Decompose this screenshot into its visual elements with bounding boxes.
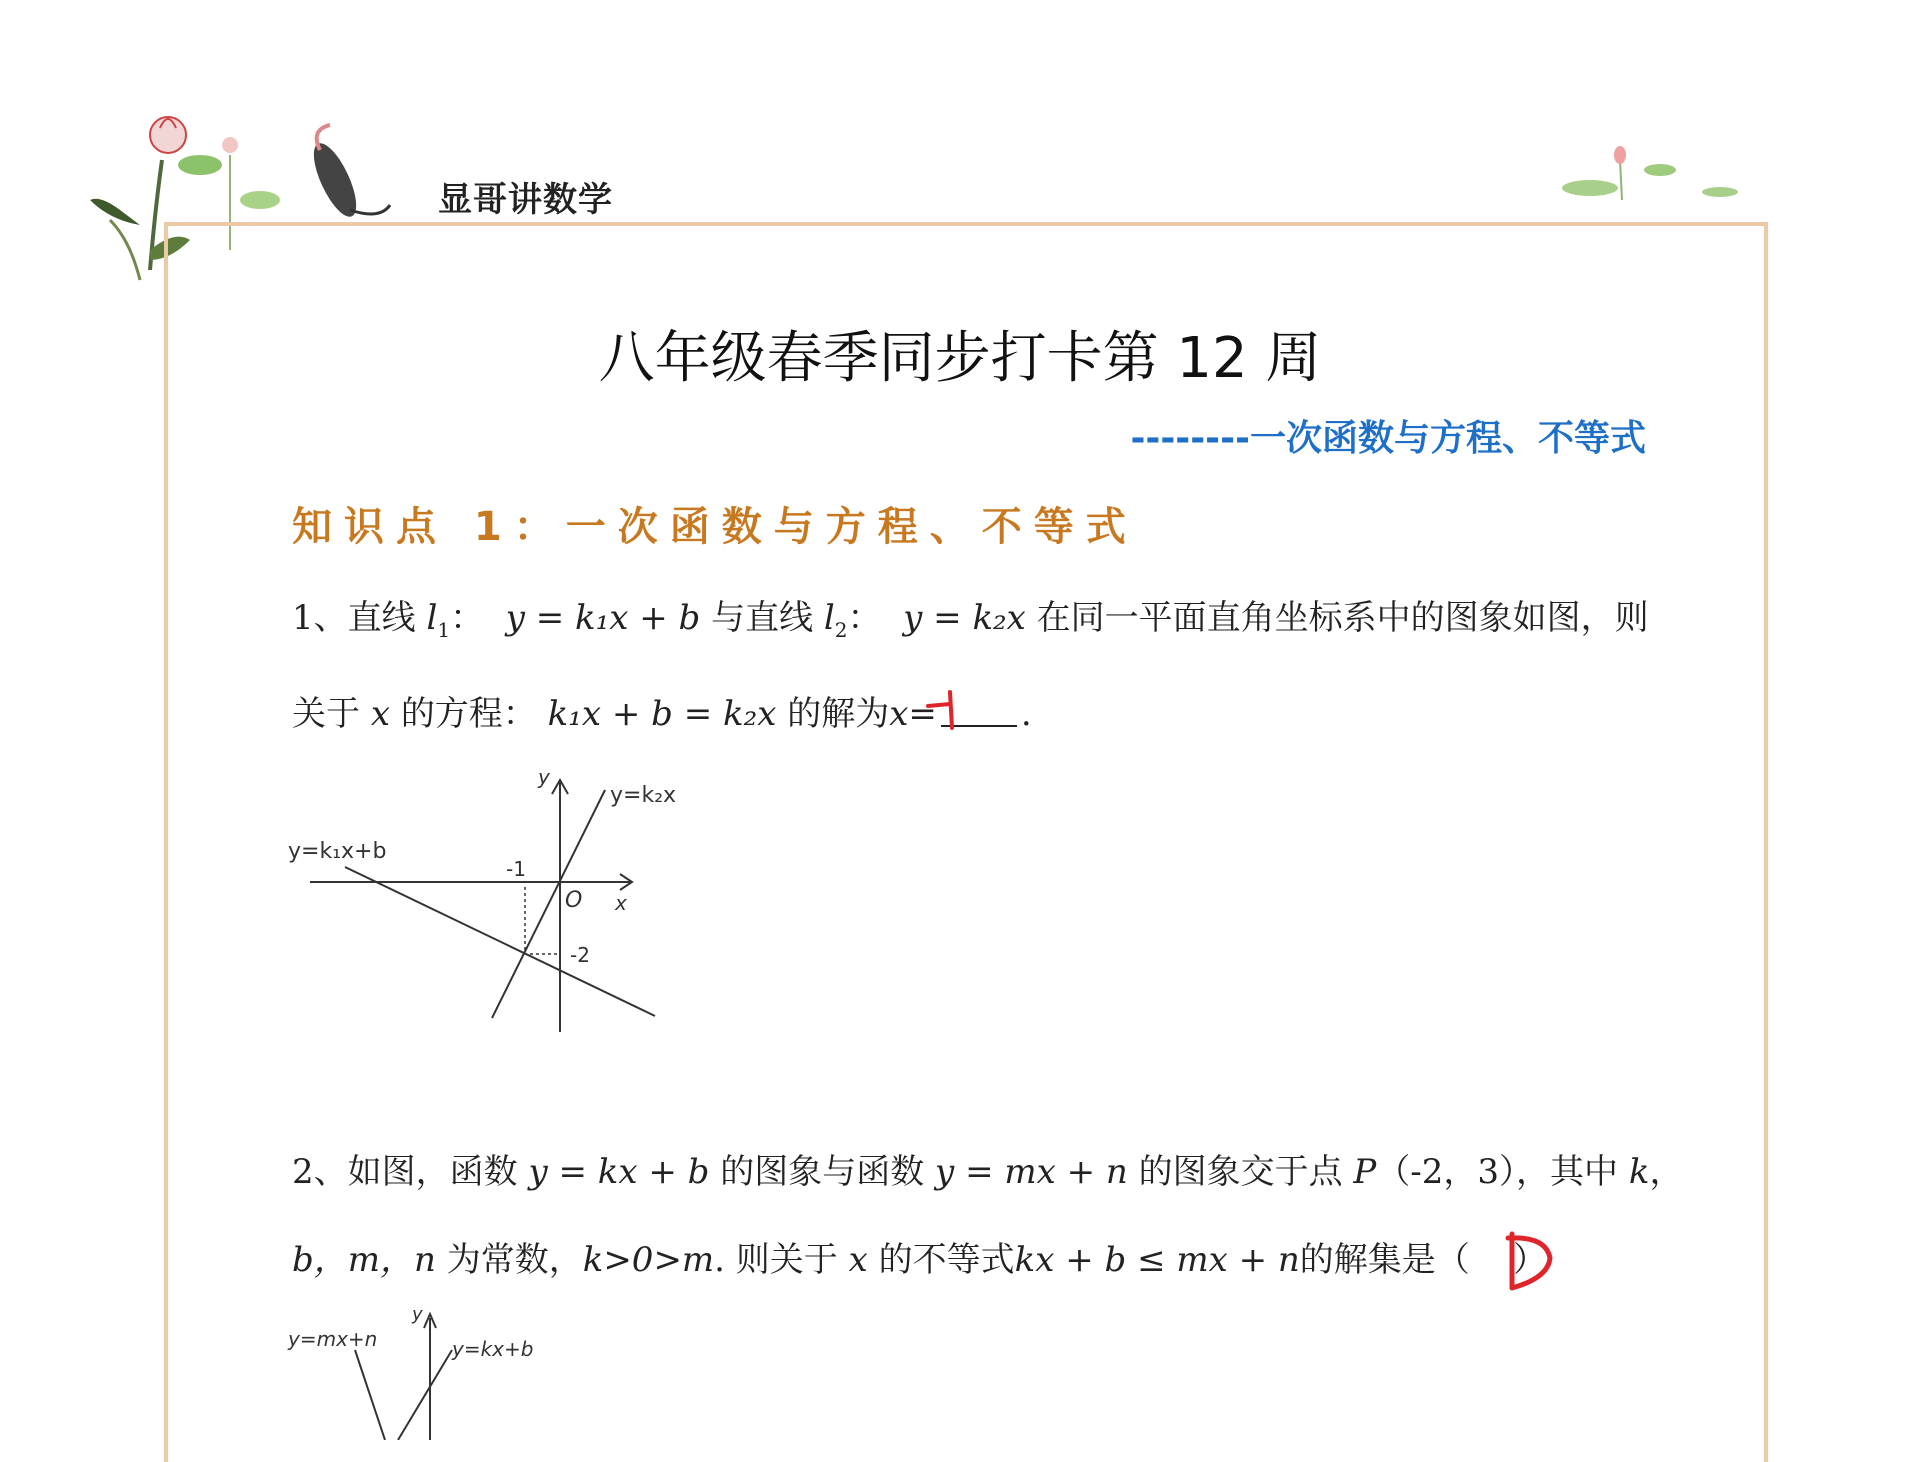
point-p: P xyxy=(1353,1152,1377,1192)
equation-mx: y = mx + n xyxy=(935,1152,1128,1192)
axis-y-label: y xyxy=(538,765,550,789)
line-mx xyxy=(355,1350,385,1440)
line-kx xyxy=(398,1350,452,1440)
q2-text: 的图象与函数 xyxy=(720,1152,925,1192)
q1-text: 的方程： xyxy=(400,694,537,734)
label-mx: y=mx+n xyxy=(288,1327,378,1351)
q2-line-2 xyxy=(292,1232,1547,1281)
page-title: 八年级春季同步打卡第 12 周 xyxy=(598,326,1322,391)
q2-text: 为常数， xyxy=(446,1240,583,1280)
equation-l2: y = k₂x xyxy=(903,598,1026,638)
graph-q1 xyxy=(280,762,700,1062)
label-l1: y=k₁x+b xyxy=(288,839,387,864)
variable-x: x xyxy=(370,694,390,734)
brand-title: 显哥讲数学 xyxy=(438,180,613,220)
handwritten-answer-q2 xyxy=(1500,1226,1560,1296)
axis-y-label: y xyxy=(412,1304,423,1325)
q2-text: ） xyxy=(1513,1240,1548,1280)
q2-text: 2、如图，函数 xyxy=(292,1152,518,1192)
q2-text: 的图象交于点 xyxy=(1138,1152,1343,1192)
point-coords: （-2，3），其中 xyxy=(1376,1152,1619,1192)
q1-text: 与直线 xyxy=(711,598,814,638)
label-kx: y=kx+b xyxy=(452,1337,534,1361)
line-l1 xyxy=(345,867,655,1016)
x-equals: x= xyxy=(889,694,937,734)
l1-subscript: 1 xyxy=(437,617,451,642)
equation-l1: y = k₁x + b xyxy=(505,598,701,638)
l2-label: l xyxy=(823,598,835,638)
q1-line-1: 1、直线 $l_1$： y = k₁x + b 与直线 $l_2$： y = k₂x 在同一平面直角坐标系中的图象如图，则 xyxy=(292,598,1649,642)
page-subtitle: --------一次函数与方程、不等式 xyxy=(1130,418,1646,459)
handwritten-answer-q1 xyxy=(920,684,980,734)
l1-label: l xyxy=(426,598,438,638)
q2-line-1: 2、如图，函数 y = kx + b 的图象与函数 y = mx + n 的图象交于点 P（-2，3），其中 k， xyxy=(292,1152,1684,1192)
q1-text: 关于 xyxy=(292,694,360,734)
axis-x-label: x xyxy=(615,891,627,915)
origin-label: O xyxy=(565,888,583,913)
q1-text: 在同一平面直角坐标系中的图象如图，则 xyxy=(1036,598,1649,638)
lotus-decoration-right xyxy=(1550,140,1750,210)
variable-x: x xyxy=(848,1240,868,1280)
knowledge-point-heading: 知识点 1：一次函数与方程、不等式 xyxy=(292,504,1138,550)
q2-text: 的不等式 xyxy=(878,1240,1015,1280)
equation-q1: k₁x + b = k₂x xyxy=(547,694,777,734)
q1-line-2: 关于 x 的方程： k₁x + b = k₂x 的解为x= . xyxy=(292,694,1032,734)
q2-text: 的解集是（ xyxy=(1299,1240,1470,1280)
variable-k: k xyxy=(1628,1152,1650,1192)
condition: k>0>m xyxy=(582,1240,715,1280)
constants: b，m，n xyxy=(292,1240,436,1280)
label-l2: y=k₂x xyxy=(610,783,677,808)
tick-y-label: -2 xyxy=(570,943,590,967)
inequality: kx + b ≤ mx + n xyxy=(1014,1240,1300,1280)
equation-kx: y = kx + b xyxy=(528,1152,710,1192)
tick-x-label: -1 xyxy=(506,857,526,881)
q1-text: 的解为 xyxy=(787,694,890,734)
graph-q2 xyxy=(280,1300,580,1440)
q2-text: . 则关于 xyxy=(714,1240,838,1280)
l2-subscript: 2 xyxy=(834,617,848,642)
q1-text: 1、直线 xyxy=(292,598,416,638)
